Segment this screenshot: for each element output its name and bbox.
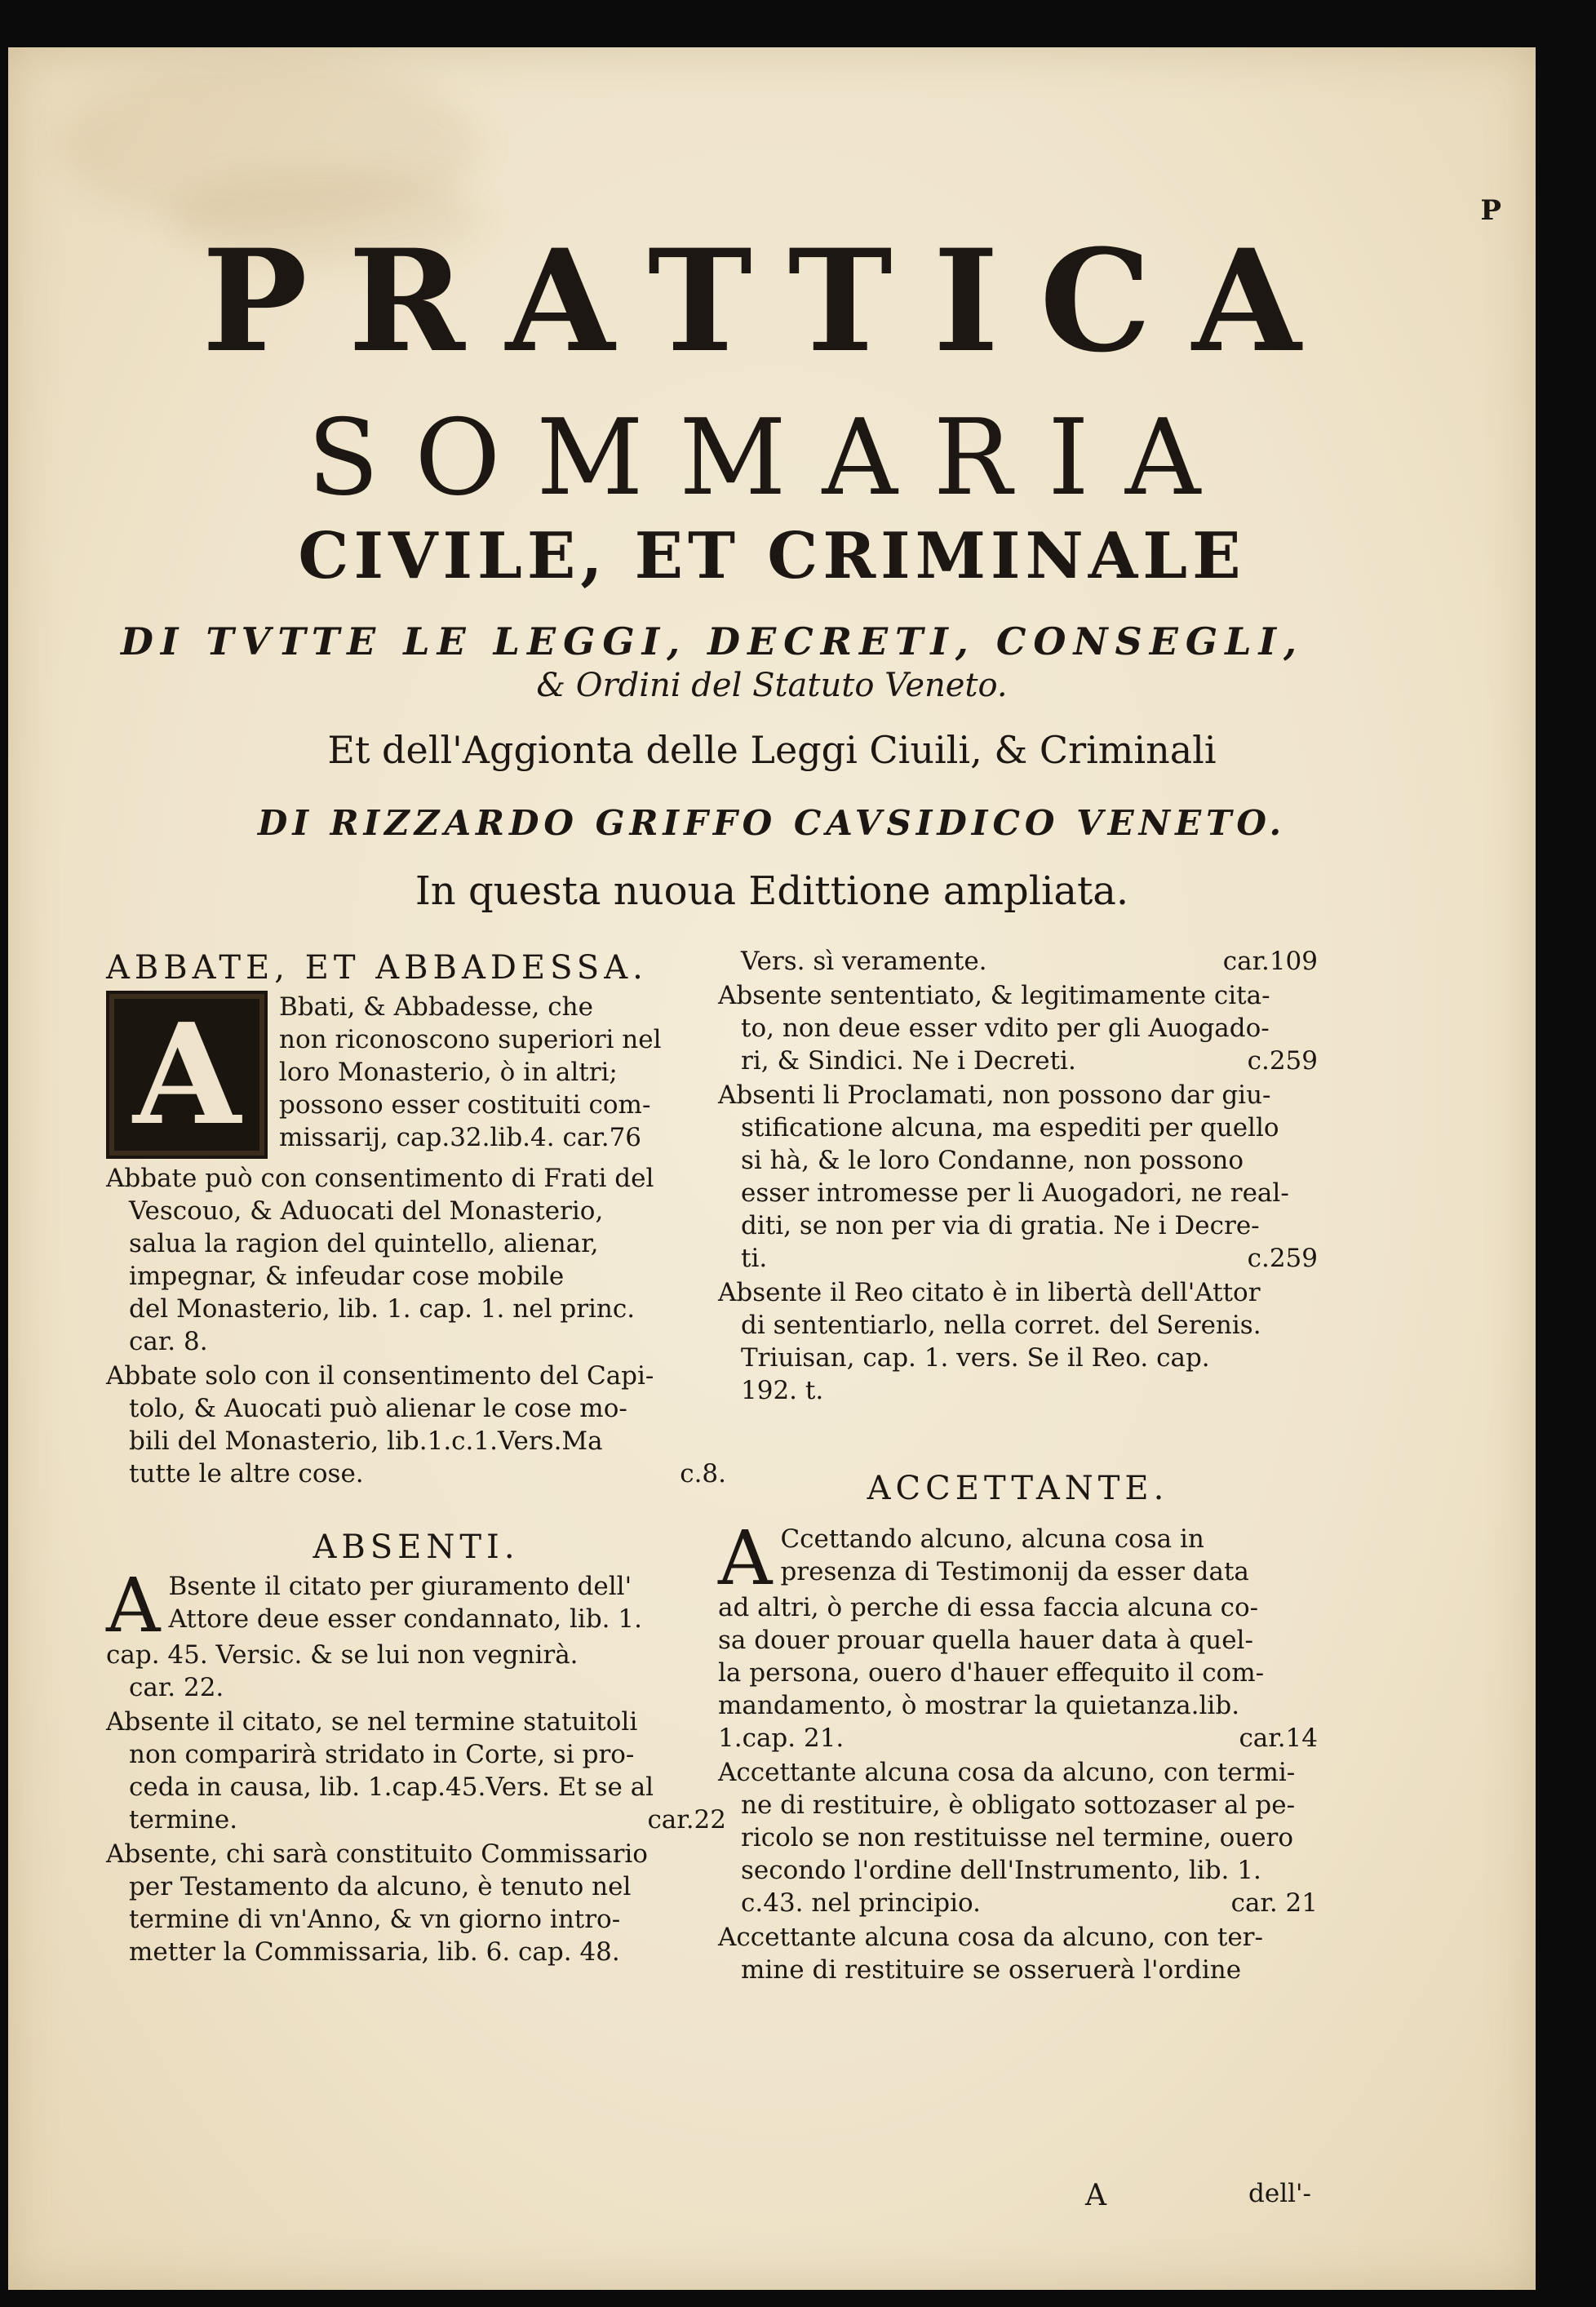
text-line: Triuisan, cap. 1. vers. Se il Reo. cap.: [741, 1343, 1210, 1373]
book-page: [8, 47, 1536, 2290]
text-line: Bbati, & Abbadesse, che: [279, 992, 593, 1022]
abbate-lead-paragraph: [106, 991, 726, 1159]
title-prattica: PRATTICA: [202, 218, 1342, 384]
text-line: car. 8.: [129, 1327, 208, 1356]
text-fragment: ri, & Sindici. Ne i Decreti.: [741, 1046, 1076, 1076]
text-line: non riconoscono superiori nel: [279, 1025, 662, 1054]
entry-accettante-lead: [718, 1515, 1318, 1755]
text-line: [129, 1457, 726, 1490]
text-line: tolo, & Auocati può alienar le cose mo-: [129, 1394, 627, 1423]
text-line: esser intromesse per li Auogadori, ne real-: [741, 1178, 1289, 1208]
text-line: 192. t.: [741, 1376, 824, 1405]
text-line: diti, se non per via di gratia. Ne i Decre-: [741, 1211, 1260, 1240]
folio-mark: P: [1480, 194, 1501, 227]
section-heading-accettante: ACCETTANTE.: [867, 1470, 1169, 1507]
lead-text: [279, 991, 726, 1159]
text-line: per Testamento da alcuno, è tenuto nel: [129, 1872, 632, 1901]
page-reference: car. 21: [1230, 1888, 1318, 1918]
title-civile-criminale: CIVILE, ET CRIMINALE: [298, 519, 1246, 593]
text-line: ad altri, ò perche di essa faccia alcuna co-: [718, 1593, 1259, 1622]
entry-accettante-3: [718, 1921, 1318, 1986]
text-line: ceda in causa, lib. 1.cap.45.Vers. Et se al: [129, 1772, 654, 1802]
text-line: Accettante alcuna cosa da alcuno, con ter-: [718, 1923, 1263, 1952]
text-line: secondo l'ordine dell'Instrumento, lib. 1.: [741, 1856, 1261, 1885]
right-column: [718, 945, 1318, 1988]
page-reference: car.22: [647, 1805, 726, 1835]
title-ordini-statuto: & Ordini del Statuto Veneto.: [536, 667, 1008, 704]
section-heading-absenti: ABSENTI.: [313, 1528, 520, 1566]
text-line: possono esser costituiti com-: [279, 1090, 651, 1120]
text-fragment: termine.: [129, 1805, 238, 1835]
title-di-tutte-le-leggi: DI TVTTE LE LEGGI, DECRETI, CONSEGLI,: [121, 619, 1304, 663]
text-line: loro Monasterio, ò in altri;: [279, 1058, 618, 1087]
entry-accettante-2: [718, 1756, 1318, 1919]
text-line: [129, 1803, 726, 1836]
text-line: [718, 1722, 1318, 1755]
text-fragment: Vers. sì veramente.: [741, 947, 987, 976]
entry-absente-sententiato: [718, 979, 1318, 1077]
text-line: ricolo se non restituisse nel termine, ouero: [741, 1823, 1294, 1852]
signature-mark: A: [1085, 2179, 1106, 2212]
text-line: to, non deue esser vdito per gli Auogado-: [741, 1014, 1270, 1043]
text-fragment: tutte le altre cose.: [129, 1459, 364, 1488]
page-reference: car.109: [1222, 947, 1318, 976]
entry-abbate-1: [106, 1162, 726, 1358]
text-line: impegnar, & infeudar cose mobile: [129, 1262, 565, 1291]
text-line: [741, 1242, 1318, 1275]
text-line: bili del Monasterio, lib.1.c.1.Vers.Ma: [129, 1426, 603, 1456]
title-sommaria: SOMMARIA: [307, 397, 1237, 519]
text-line: Absente il citato, se nel termine statuitoli: [106, 1707, 638, 1737]
continuation-line: [718, 945, 1318, 978]
text-line: ne di restituire, è obligato sottozaser al pe-: [741, 1790, 1296, 1820]
text-line: cap. 45. Versic. & se lui non vegnirà.: [106, 1640, 579, 1670]
text-line: [741, 1887, 1318, 1919]
title-author: DI RIZZARDO GRIFFO CAVSIDICO VENETO.: [257, 803, 1287, 843]
text-line: la persona, ouero d'hauer effequito il com-: [718, 1658, 1265, 1688]
text-line: di sententiarlo, nella corret. del Serenis.: [741, 1311, 1261, 1340]
title-aggionta: Et dell'Aggionta delle Leggi Ciuili, & Criminali: [327, 728, 1217, 772]
entry-absenti-1: [106, 1562, 726, 1704]
entry-abbate-2: [106, 1360, 726, 1490]
entry-absenti-2: [106, 1706, 726, 1836]
text-line: Absente sententiato, & legitimamente cita-: [718, 981, 1270, 1010]
text-line: [741, 945, 1318, 978]
text-line: Abbate può con consentimento di Frati del: [106, 1164, 654, 1193]
page-reference: c.8.: [680, 1459, 726, 1488]
text-line: metter la Commissaria, lib. 6. cap. 48.: [129, 1937, 620, 1967]
catchword: dell'-: [1248, 2179, 1312, 2208]
text-line: si hà, & le loro Condanne, non possono: [741, 1146, 1244, 1175]
text-line: Abbate solo con il consentimento del Capi-: [106, 1361, 654, 1391]
drop-cap: A: [106, 1562, 161, 1649]
text-line: Absente, chi sarà constituito Commissario: [106, 1839, 648, 1869]
text-line: termine di vn'Anno, & vn giorno intro-: [129, 1905, 621, 1934]
text-line: Bsente il citato per giuramento dell': [168, 1572, 632, 1601]
text-line: non comparirà stridato in Corte, si pro-: [129, 1740, 635, 1769]
text-line: mine di restituire se osseruerà l'ordine: [741, 1955, 1242, 1985]
entry-absenti-proclamati: [718, 1079, 1318, 1275]
text-line: salua la ragion del quintello, alienar,: [129, 1229, 599, 1258]
page-reference: car.14: [1239, 1724, 1318, 1753]
left-column: [106, 945, 726, 1970]
text-line: stificatione alcuna, ma espediti per quello: [741, 1113, 1279, 1142]
ornamental-drop-cap: A: [106, 991, 268, 1159]
text-line: [741, 1045, 1318, 1077]
page-reference: c.259: [1247, 1244, 1318, 1273]
text-line: mandamento, ò mostrar la quietanza.lib.: [718, 1691, 1240, 1720]
text-line: Absente il Reo citato è in libertà dell'Attor: [718, 1278, 1261, 1307]
text-line: Absenti li Proclamati, non possono dar giu-: [718, 1080, 1271, 1110]
drop-cap: A: [718, 1515, 773, 1602]
page-reference: c.259: [1247, 1046, 1318, 1076]
text-line: car. 22.: [129, 1673, 224, 1702]
text-fragment: ti.: [741, 1244, 768, 1273]
text-line: sa douer prouar quella hauer data à quel-: [718, 1626, 1253, 1655]
text-line: Vescouo, & Aduocati del Monasterio,: [129, 1196, 604, 1226]
text-line: Attore deue esser condannato, lib. 1.: [168, 1604, 642, 1634]
text-line: presenza di Testimonij da esser data: [780, 1557, 1249, 1586]
entry-absenti-3: [106, 1838, 726, 1968]
section-heading-abbate: ABBATE, ET ABBADESSA.: [106, 949, 648, 987]
text-line: Accettante alcuna cosa da alcuno, con termi-: [718, 1758, 1296, 1787]
entry-absente-reo: [718, 1276, 1318, 1407]
text-line: Ccettando alcuno, alcuna cosa in: [780, 1524, 1204, 1554]
text-line: del Monasterio, lib. 1. cap. 1. nel princ.: [129, 1294, 636, 1324]
title-edition-note: In questa nuoua Edittione ampliata.: [415, 868, 1129, 914]
text-fragment: c.43. nel principio.: [741, 1888, 982, 1918]
text-fragment: 1.cap. 21.: [718, 1724, 845, 1753]
text-line: missarij, cap.32.lib.4. car.76: [279, 1123, 642, 1152]
